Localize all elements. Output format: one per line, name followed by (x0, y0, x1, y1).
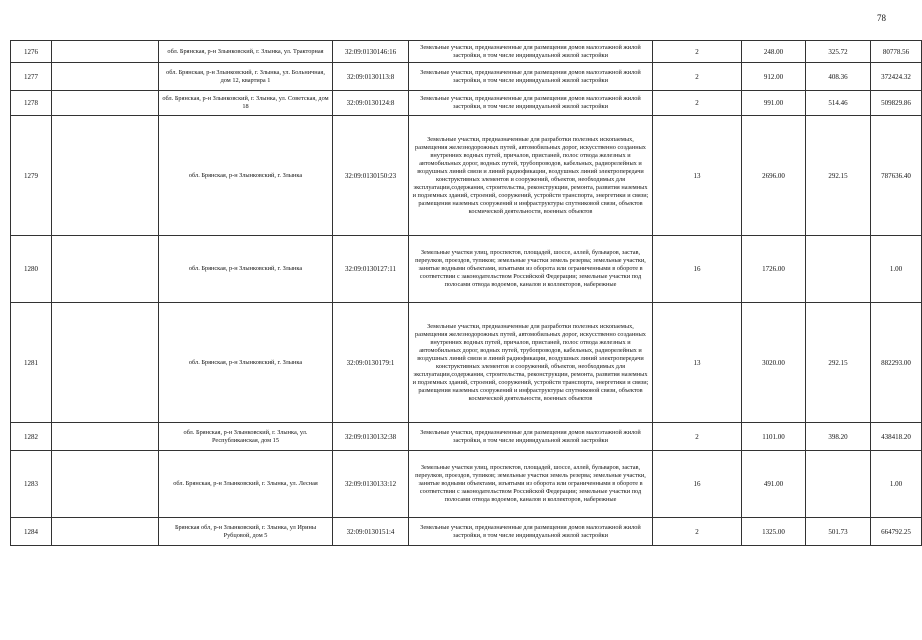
address-cell: обл. Брянская, р-н Злынковский, г. Злынка (159, 303, 333, 423)
empty-cell (52, 423, 159, 451)
cost-cell: 787636.40 (871, 116, 922, 236)
cadastral-table (10, 40, 922, 546)
use-code-cell: 2 (653, 518, 742, 546)
address-cell: обл. Брянская, р-н Злынковский, г. Злынка, ул. Республиканская, дом 15 (159, 423, 333, 451)
table-row (11, 116, 922, 236)
address-cell: обл. Брянская, р-н Злынковский, г. Злынка, ул. Лесная (159, 451, 333, 518)
area-cell: 991.00 (742, 91, 806, 116)
area-cell: 1325.00 (742, 518, 806, 546)
rate-cell: 325.72 (806, 41, 871, 63)
use-code-cell: 13 (653, 116, 742, 236)
empty-cell (52, 116, 159, 236)
land-use-cell: Земельные участки, предназначенные для размещения домов малоэтажной жилой застройки, в том числе индивидуальной жилой застройки (409, 41, 653, 63)
row-number: 1284 (11, 518, 52, 546)
page-number: 78 (877, 13, 886, 23)
cadastral-number-cell: 32:09:0130127:11 (333, 236, 409, 303)
cadastral-number-cell: 32:09:0130124:8 (333, 91, 409, 116)
cadastral-number-cell: 32:09:0130150:23 (333, 116, 409, 236)
row-number: 1281 (11, 303, 52, 423)
empty-cell (52, 91, 159, 116)
table-row (11, 236, 922, 303)
cadastral-number-cell: 32:09:0130151:4 (333, 518, 409, 546)
area-cell: 2696.00 (742, 116, 806, 236)
cadastral-number-cell: 32:09:0130133:12 (333, 451, 409, 518)
cost-cell: 438418.20 (871, 423, 922, 451)
table-row (11, 518, 922, 546)
rate-cell: 501.73 (806, 518, 871, 546)
row-number: 1283 (11, 451, 52, 518)
land-use-cell: Земельные участки, предназначенные для размещения домов малоэтажной жилой застройки, в том числе индивидуальной жилой застройки (409, 63, 653, 91)
use-code-cell: 13 (653, 303, 742, 423)
rate-cell: 514.46 (806, 91, 871, 116)
table-row (11, 63, 922, 91)
area-cell: 1726.00 (742, 236, 806, 303)
table-row (11, 423, 922, 451)
land-use-cell: Земельные участки улиц, проспектов, площадей, шоссе, аллей, бульваров, застав, переулков, проездов, тупиков; земельные участки земель резерва; земельные участки, занятые водными объектами, изъятыми из оборота или ограниченными в обороте в соответствии с законодательством Российской Федерации; земельные участки под полосами отвода водоемов, каналов и коллекторов, набережные (409, 451, 653, 518)
area-cell: 1101.00 (742, 423, 806, 451)
area-cell: 3020.00 (742, 303, 806, 423)
row-number: 1279 (11, 116, 52, 236)
row-number: 1280 (11, 236, 52, 303)
address-cell: Брянская обл, р-н Злынковский, г. Злынка, ул Ирины Рубцовой, дом 5 (159, 518, 333, 546)
table-row (11, 303, 922, 423)
rate-cell (806, 451, 871, 518)
land-use-cell: Земельные участки, предназначенные для размещения домов малоэтажной жилой застройки, в том числе индивидуальной жилой застройки (409, 518, 653, 546)
rate-cell (806, 236, 871, 303)
rate-cell: 292.15 (806, 303, 871, 423)
table-row (11, 91, 922, 116)
address-cell: обл. Брянская, р-н Злынковский, г. Злынка (159, 116, 333, 236)
cadastral-number-cell: 32:09:0130113:8 (333, 63, 409, 91)
cadastral-number-cell: 32:09:0130179:1 (333, 303, 409, 423)
use-code-cell: 2 (653, 91, 742, 116)
row-number: 1282 (11, 423, 52, 451)
address-cell: обл. Брянская, р-н Злынковский, г. Злынка, ул. Советская, дом 18 (159, 91, 333, 116)
empty-cell (52, 236, 159, 303)
cost-cell: 882293.00 (871, 303, 922, 423)
land-use-cell: Земельные участки, предназначенные для размещения домов малоэтажной жилой застройки, в том числе индивидуальной жилой застройки (409, 91, 653, 116)
table-row (11, 41, 922, 63)
rate-cell: 292.15 (806, 116, 871, 236)
cost-cell: 372424.32 (871, 63, 922, 91)
row-number: 1278 (11, 91, 52, 116)
area-cell: 912.00 (742, 63, 806, 91)
land-use-cell: Земельные участки улиц, проспектов, площадей, шоссе, аллей, бульваров, застав, переулков, проездов, тупиков; земельные участки земель резерва; земельные участки, занятые водными объектами, изъятыми из оборота или ограниченными в обороте в соответствии с законодательством Российской Федерации; земельные участки под полосами отвода водоемов, каналов и коллекторов, набережные (409, 236, 653, 303)
use-code-cell: 16 (653, 236, 742, 303)
land-use-cell: Земельные участки, предназначенные для разработки полезных ископаемых, размещения железнодорожных путей, автомобильных дорог, искусственно созданных внутренних водных путей, причалов, пристаней, полос отвода железных и автомобильных дорог, водных путей, трубопроводов, кабельных, радиорелейных и воздушных линий связи и линий радиофикации, воздушных линий электропередачи конструктивных элементов и сооружений, объектов, необходимых для эксплуатации,содержания, строительства, реконструкции, ремонта, развития наземных и подземных зданий, строений, сооружений, устройств транспорта, энергетики и связи; размещения наземных сооружений и инфраструктуры спутниковой связи, объектов космической деятельности, военных объектов (409, 116, 653, 236)
rate-cell: 398.20 (806, 423, 871, 451)
land-use-cell: Земельные участки, предназначенные для разработки полезных ископаемых, размещения железнодорожных путей, автомобильных дорог, искусственно созданных внутренних водных путей, причалов, пристаней, полос отвода железных и автомобильных дорог, водных путей, трубопроводов, кабельных, радиорелейных и воздушных линий связи и линий радиофикации, воздушных линий электропередачи конструктивных элементов и сооружений, объектов, необходимых для эксплуатации,содержания, строительства, реконструкции, ремонта, развития наземных и подземных зданий, строений, сооружений, устройств транспорта, энергетики и связи; размещения наземных сооружений и инфраструктуры спутниковой связи, объектов космической деятельности, военных объектов (409, 303, 653, 423)
cost-cell: 1.00 (871, 451, 922, 518)
empty-cell (52, 41, 159, 63)
cost-cell: 664792.25 (871, 518, 922, 546)
cost-cell: 80778.56 (871, 41, 922, 63)
address-cell: обл. Брянская, р-н Злынковский, г. Злынка, ул. Тракторная (159, 41, 333, 63)
cost-cell: 1.00 (871, 236, 922, 303)
cadastral-number-cell: 32:09:0130132:38 (333, 423, 409, 451)
land-use-cell: Земельные участки, предназначенные для размещения домов малоэтажной жилой застройки, в том числе индивидуальной жилой застройки (409, 423, 653, 451)
empty-cell (52, 451, 159, 518)
row-number: 1276 (11, 41, 52, 63)
use-code-cell: 16 (653, 451, 742, 518)
use-code-cell: 2 (653, 423, 742, 451)
row-number: 1277 (11, 63, 52, 91)
empty-cell (52, 63, 159, 91)
empty-cell (52, 518, 159, 546)
table-row (11, 451, 922, 518)
address-cell: обл. Брянская, р-н Злынковский, г. Злынка, ул. Больничная, дом 12, квартира 1 (159, 63, 333, 91)
use-code-cell: 2 (653, 63, 742, 91)
use-code-cell: 2 (653, 41, 742, 63)
area-cell: 491.00 (742, 451, 806, 518)
rate-cell: 408.36 (806, 63, 871, 91)
cost-cell: 509829.86 (871, 91, 922, 116)
empty-cell (52, 303, 159, 423)
area-cell: 248.00 (742, 41, 806, 63)
address-cell: обл. Брянская, р-н Злынковский, г. Злынка (159, 236, 333, 303)
cadastral-number-cell: 32:09:0130146:16 (333, 41, 409, 63)
